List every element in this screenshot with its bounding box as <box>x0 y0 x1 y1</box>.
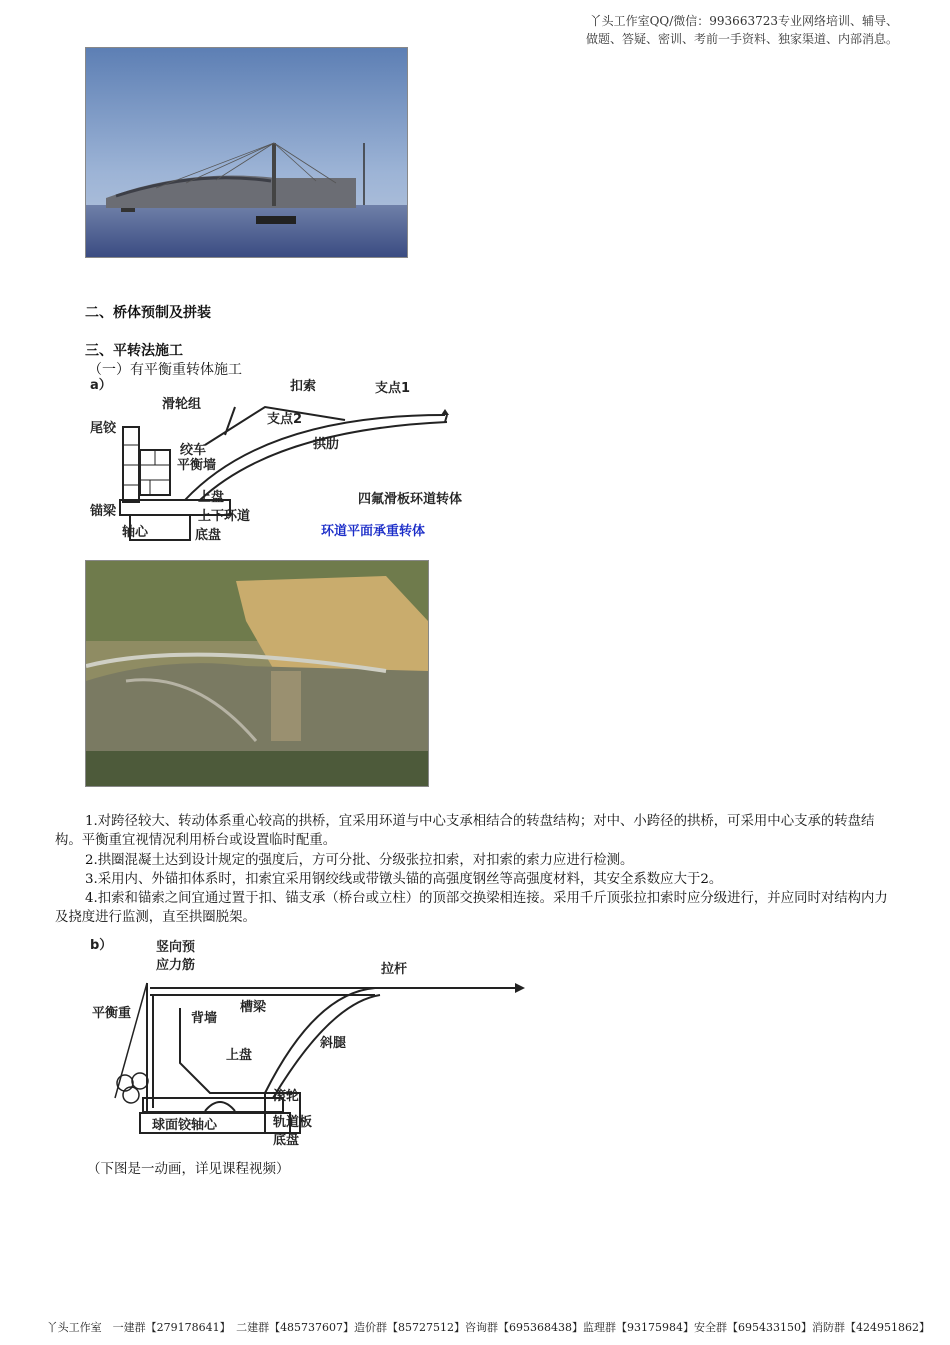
label-caoliang: 槽梁 <box>240 1000 267 1015</box>
figure-a-panel-label: a） <box>90 378 112 393</box>
page-header <box>378 12 898 48</box>
header-line-1: 丫头工作室QQ/微信：993663723专业网络培训、辅导、 <box>589 14 898 28</box>
label-shangpan: 上盘 <box>226 1048 253 1063</box>
figure-b-diagram <box>85 933 525 1153</box>
label-method-1: 四氟滑板环道转体 <box>358 492 463 507</box>
label-pinghengzhong: 平衡重 <box>92 1006 132 1021</box>
label-shangxiahuandao: 上下环道 <box>198 509 251 524</box>
figure-a-diagram <box>85 375 485 550</box>
label-weijiao: 尾铰 <box>90 421 117 436</box>
subsection-1-heading: （一）有平衡重转体施工 <box>88 362 242 378</box>
page-footer: 丫头工作室 一建群【279178641】 二建群【485737607】造价群【85727512】咨询群【695368438】监理群【93175984】安全群【695433150】消防群【424951862】 <box>46 1321 930 1334</box>
label-zhidian2: 支点2 <box>267 412 303 427</box>
animation-caption: （下图是一动画，详见课程视频） <box>87 1161 290 1177</box>
label-jiaoche: 绞车 <box>180 443 207 458</box>
label-method-2: 环道平面承重转体 <box>321 524 426 539</box>
label-hualunzu: 滑轮组 <box>162 397 202 412</box>
label-dipan: 底盘 <box>273 1133 300 1148</box>
label-xiefu: 斜腿 <box>320 1036 347 1051</box>
label-qiumian: 球面铰轴心 <box>152 1118 218 1133</box>
paragraph-1: 1.对跨径较大、转动体系重心较高的拱桥，宜采用环道与中心支承相结合的转盘结构；对中、小跨径的拱桥，可采用中心支承的转盘结构。平衡重宜视情况利用桥台或设置临时配重。 <box>55 814 875 848</box>
label-gunlun: 滚轮 <box>273 1089 300 1104</box>
paragraph-2: 2.拱圈混凝土达到设计规定的强度后，方可分批、分级张拉扣索，对扣索的索力应进行检测。 <box>85 853 634 868</box>
label-dipan: 底盘 <box>195 528 222 543</box>
label-shuxiang-line-1: 竖向预 <box>156 940 196 955</box>
label-gonglei: 拱肋 <box>313 437 340 452</box>
paragraph-4: 4.扣索和锚索之间宜通过置于扣、锚支承（桥台或立柱）的顶部交换梁相连接。采用千斤顶张拉扣索时应分级进行，并应同时对结构内力及挠度进行监测，直至拱圈脱架。 <box>55 891 888 925</box>
section-2-heading: 二、桥体预制及拼装 <box>85 305 211 321</box>
label-beiqiang: 背墙 <box>191 1011 218 1026</box>
label-lagan: 拉杆 <box>381 962 408 977</box>
label-shuxiang-line-2: 应力筋 <box>156 958 196 973</box>
label-guidaoban: 轨道板 <box>273 1115 313 1130</box>
section-3-heading: 三、平转法施工 <box>85 343 183 359</box>
hillside-arch-photo <box>85 560 429 787</box>
header-line-2: 做题、答疑、密训、考前一手资料、独家渠道、内部消息。 <box>585 32 898 46</box>
label-maoliang: 锚梁 <box>90 504 117 519</box>
label-pinghengqiang: 平衡墙 <box>177 458 217 473</box>
label-koushuo: 扣索 <box>290 379 317 394</box>
bridge-construction-photo <box>85 47 408 258</box>
label-zhouxin: 轴心 <box>122 525 149 540</box>
label-shangpan: 上盘 <box>198 490 225 505</box>
paragraph-3: 3.采用内、外锚扣体系时，扣索宜采用钢绞线或带镦头锚的高强度钢丝等高强度材料，其安全系数应大于2。 <box>85 872 723 887</box>
label-zhidian1: 支点1 <box>375 381 411 396</box>
figure-b-panel-label: b） <box>90 938 113 953</box>
